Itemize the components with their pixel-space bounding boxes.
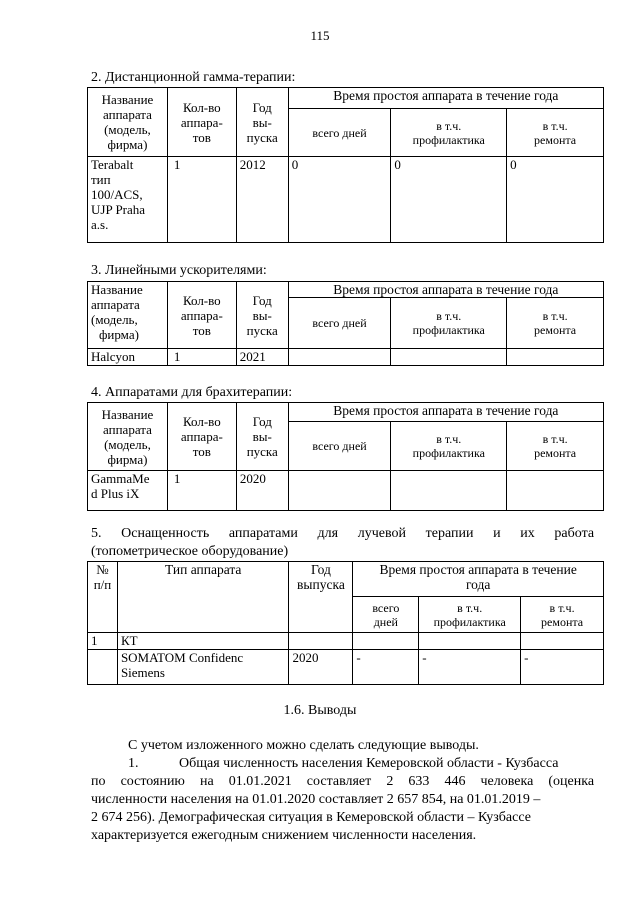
section-5-subtitle: (топометрическое оборудование) xyxy=(91,544,289,559)
cell-year xyxy=(289,633,353,650)
section-2-title: 2. Дистанционной гамма-терапии: xyxy=(91,70,296,85)
cell-count: 1 xyxy=(167,157,236,243)
header-total-days: всего дней xyxy=(288,298,391,349)
cell-name: GammaMe d Plus iX xyxy=(88,471,168,511)
header-name: Название аппарата (модель, фирма) xyxy=(88,282,168,349)
header-year: Год вы- пуска xyxy=(236,88,288,157)
header-downtime: Время простоя аппарата в течение года xyxy=(288,88,603,109)
cell-repair xyxy=(521,633,604,650)
section-3-title: 3. Линейными ускорителями: xyxy=(91,263,267,278)
gamma-therapy-table xyxy=(87,87,604,243)
header-repair: в т.ч. ремонта xyxy=(507,298,604,349)
cell-prophylaxis xyxy=(419,633,521,650)
paragraph-line-5: характеризуется ежегодным снижением численности населения. xyxy=(91,828,477,843)
header-total-days: всего дней xyxy=(288,422,391,471)
header-total-days: всего дней xyxy=(353,597,419,633)
header-count: Кол-во аппара- тов xyxy=(167,403,236,471)
brachytherapy-table xyxy=(87,402,604,511)
paragraph-line-4: 2 674 256). Демографическая ситуация в Кемеровской области – Кузбассе xyxy=(91,810,531,825)
cell-year: 2021 xyxy=(236,349,288,366)
cell-total xyxy=(288,471,391,511)
section-4-title: 4. Аппаратами для брахитерапии: xyxy=(91,385,293,400)
cell-total xyxy=(288,349,391,366)
cell-num xyxy=(88,650,118,685)
cell-repair xyxy=(507,349,604,366)
table-row xyxy=(88,633,604,650)
table-row xyxy=(88,650,604,685)
cell-year: 2020 xyxy=(289,650,353,685)
cell-type: КТ xyxy=(117,633,289,650)
table-row xyxy=(88,471,604,511)
cell-type: SOMATOM Confidenc Siemens xyxy=(117,650,289,685)
table-row xyxy=(88,349,604,366)
cell-repair xyxy=(507,471,604,511)
header-repair: в т.ч. ремонта xyxy=(507,422,604,471)
cell-prophylaxis xyxy=(391,349,507,366)
topometric-table xyxy=(87,561,604,685)
paragraph-line-2: по состоянию на 01.01.2021 составляет 2 633 446 человека (оценка xyxy=(91,774,595,789)
header-downtime: Время простоя аппарата в течение года xyxy=(288,403,603,422)
header-count: Кол-во аппара- тов xyxy=(167,88,236,157)
header-count: Кол-во аппара- тов xyxy=(167,282,236,349)
paragraph-line-3: численности населения на 01.01.2020 составляет 2 657 854, на 01.01.2019 – xyxy=(91,792,541,807)
header-prophylaxis: в т.ч. профилактика xyxy=(419,597,521,633)
header-year: Год вы- пуска xyxy=(236,282,288,349)
header-prophylaxis: в т.ч. профилактика xyxy=(391,422,507,471)
header-downtime: Время простоя аппарата в течение года xyxy=(288,282,603,298)
header-year: Год вы- пуска xyxy=(236,403,288,471)
header-repair: в т.ч. ремонта xyxy=(507,109,604,157)
header-prophylaxis: в т.ч. профилактика xyxy=(391,298,507,349)
section-5-title: 5. Оснащенность аппаратами для лучевой терапии и их работа xyxy=(91,526,595,541)
cell-prophylaxis xyxy=(391,471,507,511)
cell-year: 2020 xyxy=(236,471,288,511)
cell-name: Halcyon xyxy=(88,349,168,366)
header-total-days: всего дней xyxy=(288,109,391,157)
list-item-number: 1. xyxy=(128,756,139,771)
conclusions-heading: 1.6. Выводы xyxy=(283,703,357,718)
header-repair: в т.ч. ремонта xyxy=(521,597,604,633)
cell-total: 0 xyxy=(288,157,391,243)
conclusions-intro: С учетом изложенного можно сделать следующие выводы. xyxy=(128,738,479,753)
header-type: Тип аппарата xyxy=(117,562,289,633)
paragraph-line-1: Общая численность населения Кемеровской области - Кузбасса xyxy=(179,756,559,771)
cell-prophylaxis: 0 xyxy=(391,157,507,243)
cell-total xyxy=(353,633,419,650)
cell-count: 1 xyxy=(167,471,236,511)
page-number: 115 xyxy=(310,28,330,43)
header-name: Название аппарата (модель, фирма) xyxy=(88,88,168,157)
header-prophylaxis: в т.ч. профилактика xyxy=(391,109,507,157)
cell-repair: - xyxy=(521,650,604,685)
cell-year: 2012 xyxy=(236,157,288,243)
cell-total: - xyxy=(353,650,419,685)
cell-name: Terabalt тип 100/ACS, UJP Praha a.s. xyxy=(88,157,168,243)
header-downtime: Время простоя аппарата в течение года xyxy=(353,562,604,597)
cell-count: 1 xyxy=(167,349,236,366)
header-year: Год выпуска xyxy=(289,562,353,633)
header-name: Название аппарата (модель, фирма) xyxy=(88,403,168,471)
cell-num: 1 xyxy=(88,633,118,650)
table-row xyxy=(88,157,604,243)
cell-repair: 0 xyxy=(507,157,604,243)
linear-accelerators-table xyxy=(87,281,604,366)
header-num: № п/п xyxy=(88,562,118,633)
cell-prophylaxis: - xyxy=(419,650,521,685)
